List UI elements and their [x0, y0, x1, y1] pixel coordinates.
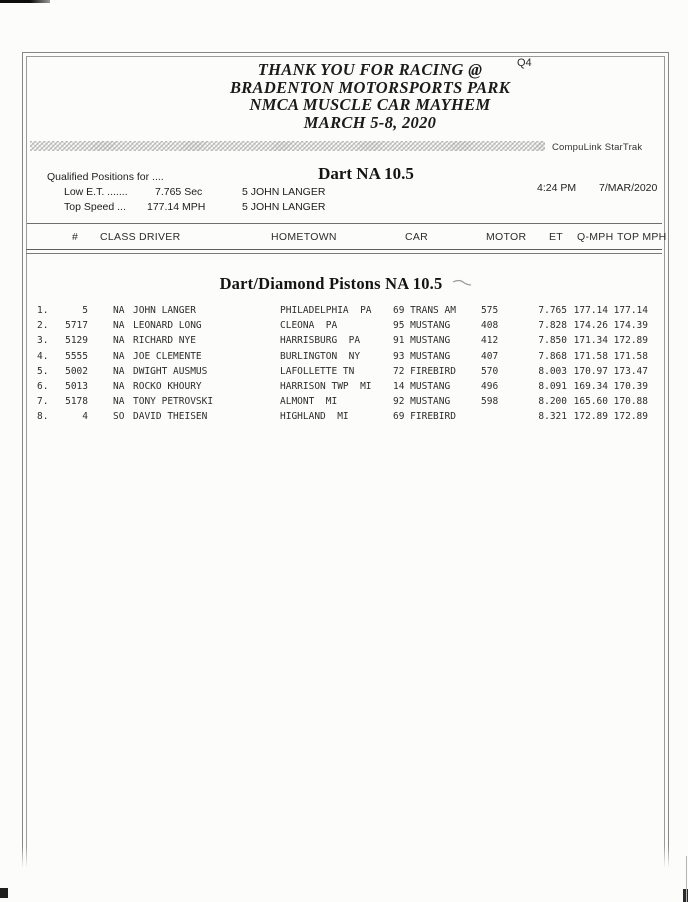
- row-driver: LEONARD LONG: [133, 320, 202, 332]
- print-date: 7/MAR/2020: [599, 182, 658, 194]
- frame-bottom-fade: [18, 846, 674, 872]
- table-row: [0, 380, 688, 395]
- section-title: Dart/Diamond Pistons NA 10.5: [219, 274, 443, 293]
- row-driver: TONY PETROVSKI: [133, 396, 214, 408]
- row-motor: 598: [481, 396, 499, 408]
- column-header-car: CAR: [405, 231, 429, 243]
- row-class: NA: [113, 335, 125, 347]
- row-et: 8.003: [538, 365, 567, 377]
- timing-system-brand: CompuLink StarTrak: [552, 142, 643, 153]
- row-motor: 496: [481, 380, 499, 392]
- print-time: 4:24 PM: [537, 182, 577, 194]
- column-header-et: ET: [549, 231, 564, 243]
- column-header-driver: DRIVER: [139, 231, 181, 243]
- row-topmph: 174.39: [613, 320, 648, 332]
- table-header-rule-top: [27, 223, 662, 224]
- row-car: 72 FIREBIRD: [393, 365, 456, 377]
- row-car-number: 5: [82, 305, 88, 316]
- row-position: 3.: [37, 335, 49, 347]
- row-car-number: 5178: [65, 396, 88, 408]
- row-qmph: 170.97: [573, 365, 608, 377]
- row-qmph: 169.34: [573, 380, 608, 392]
- row-topmph: 173.47: [613, 365, 648, 377]
- column-header-number: #: [72, 231, 79, 243]
- event-banner: [52, 61, 688, 131]
- row-driver: DWIGHT AUSMUS: [133, 365, 208, 377]
- banner-line-3: NMCA MUSCLE CAR MAYHEM: [249, 95, 491, 114]
- row-topmph: 170.88: [613, 396, 648, 408]
- row-et: 7.850: [538, 335, 567, 347]
- row-et: 7.765: [538, 305, 567, 316]
- table-header-rule-bottom: [26, 249, 662, 254]
- row-motor: 412: [481, 335, 499, 347]
- table-row: [0, 410, 688, 425]
- row-position: 8.: [37, 411, 49, 423]
- row-position: 1.: [37, 305, 49, 316]
- row-car-number: 5013: [65, 380, 88, 392]
- scan-artifact-top: [0, 0, 50, 3]
- column-header-motor: MOTOR: [486, 231, 527, 243]
- row-et: 7.868: [538, 350, 567, 362]
- row-hometown: PHILADELPHIA PA: [280, 305, 372, 316]
- row-motor: 407: [481, 350, 499, 362]
- table-row: [0, 350, 688, 365]
- table-row: [0, 395, 688, 410]
- row-car: 93 MUSTANG: [393, 350, 451, 362]
- row-class: NA: [113, 365, 125, 377]
- row-et: 8.321: [538, 411, 567, 423]
- row-qmph: 165.60: [573, 396, 608, 408]
- row-position: 4.: [37, 350, 49, 362]
- round-label: Q4: [517, 57, 532, 69]
- row-class: NA: [113, 350, 125, 362]
- low-et-label: Low E.T. .......: [64, 186, 128, 198]
- row-qmph: 177.14: [573, 305, 608, 316]
- row-driver: DAVID THEISEN: [133, 411, 208, 423]
- row-class: SO: [113, 411, 125, 423]
- row-topmph: 177.14: [613, 305, 648, 316]
- row-position: 7.: [37, 396, 49, 408]
- hatched-divider: [30, 141, 545, 151]
- row-qmph: 174.26: [573, 320, 608, 332]
- row-driver: JOHN LANGER: [133, 305, 196, 316]
- row-et: 8.091: [538, 380, 567, 392]
- banner-line-1: THANK YOU FOR RACING @: [257, 60, 483, 79]
- banner-line-2: BRADENTON MOTORSPORTS PARK: [229, 77, 511, 97]
- table-row: [0, 304, 688, 319]
- column-header-hometown: HOMETOWN: [271, 231, 337, 243]
- row-hometown: HARRISON TWP MI: [280, 380, 372, 392]
- row-car: 92 MUSTANG: [393, 396, 451, 408]
- row-driver: JOE CLEMENTE: [133, 350, 202, 362]
- column-header-topmph: TOP MPH: [617, 231, 667, 243]
- table-header: [0, 231, 688, 245]
- row-hometown: LAFOLLETTE TN: [280, 365, 355, 377]
- row-car-number: 5129: [65, 335, 88, 347]
- table-row: [0, 319, 688, 334]
- row-hometown: CLEONA PA: [280, 320, 338, 332]
- scan-artifact-right-line: [686, 856, 687, 902]
- row-position: 2.: [37, 320, 49, 332]
- low-et-value: 7.765 Sec: [155, 186, 203, 198]
- row-qmph: 171.58: [573, 350, 608, 362]
- row-car-number: 5002: [65, 365, 88, 377]
- row-class: NA: [113, 396, 125, 408]
- row-car-number: 5555: [65, 350, 88, 362]
- row-car-number: 4: [82, 411, 88, 423]
- row-topmph: 172.89: [613, 335, 648, 347]
- class-title: Dart NA 10.5: [318, 164, 414, 183]
- row-hometown: HARRISBURG PA: [280, 335, 361, 347]
- row-hometown: ALMONT MI: [280, 396, 338, 408]
- column-header-qmph: Q-MPH: [577, 231, 614, 243]
- row-car: 14 MUSTANG: [393, 380, 451, 392]
- row-qmph: 172.89: [573, 411, 608, 423]
- row-hometown: BURLINGTON NY: [280, 350, 361, 362]
- row-car: 69 FIREBIRD: [393, 411, 456, 423]
- scan-squiggle-mark: [451, 278, 473, 288]
- row-motor: 575: [481, 305, 499, 316]
- row-class: NA: [113, 305, 125, 316]
- row-driver: RICHARD NYE: [133, 335, 196, 347]
- row-class: NA: [113, 380, 125, 392]
- row-et: 7.828: [538, 320, 567, 332]
- qualified-positions-label: Qualified Positions for ....: [47, 171, 164, 183]
- top-speed-value: 177.14 MPH: [147, 201, 206, 213]
- row-topmph: 170.39: [613, 380, 648, 392]
- results-rows: [0, 304, 688, 426]
- row-position: 6.: [37, 380, 49, 392]
- row-car: 91 MUSTANG: [393, 335, 451, 347]
- top-speed-holder: 5 JOHN LANGER: [242, 201, 326, 213]
- low-et-holder: 5 JOHN LANGER: [242, 186, 326, 198]
- row-et: 8.200: [538, 396, 567, 408]
- row-car-number: 5717: [65, 320, 88, 332]
- row-topmph: 171.58: [613, 350, 648, 362]
- banner-line-4: MARCH 5-8, 2020: [303, 112, 437, 132]
- column-header-class: CLASS: [100, 231, 136, 243]
- row-car: 69 TRANS AM: [393, 305, 456, 316]
- row-motor: 408: [481, 320, 499, 332]
- row-driver: ROCKO KHOURY: [133, 380, 202, 392]
- scan-artifact-bottom-left: [0, 888, 8, 898]
- row-car: 95 MUSTANG: [393, 320, 451, 332]
- row-motor: 570: [481, 365, 499, 377]
- row-class: NA: [113, 320, 125, 332]
- top-speed-label: Top Speed ...: [64, 201, 126, 213]
- row-topmph: 172.89: [613, 411, 648, 423]
- table-row: [0, 365, 688, 380]
- row-position: 5.: [37, 365, 49, 377]
- row-qmph: 171.34: [573, 335, 608, 347]
- table-row: [0, 334, 688, 349]
- row-hometown: HIGHLAND MI: [280, 411, 349, 423]
